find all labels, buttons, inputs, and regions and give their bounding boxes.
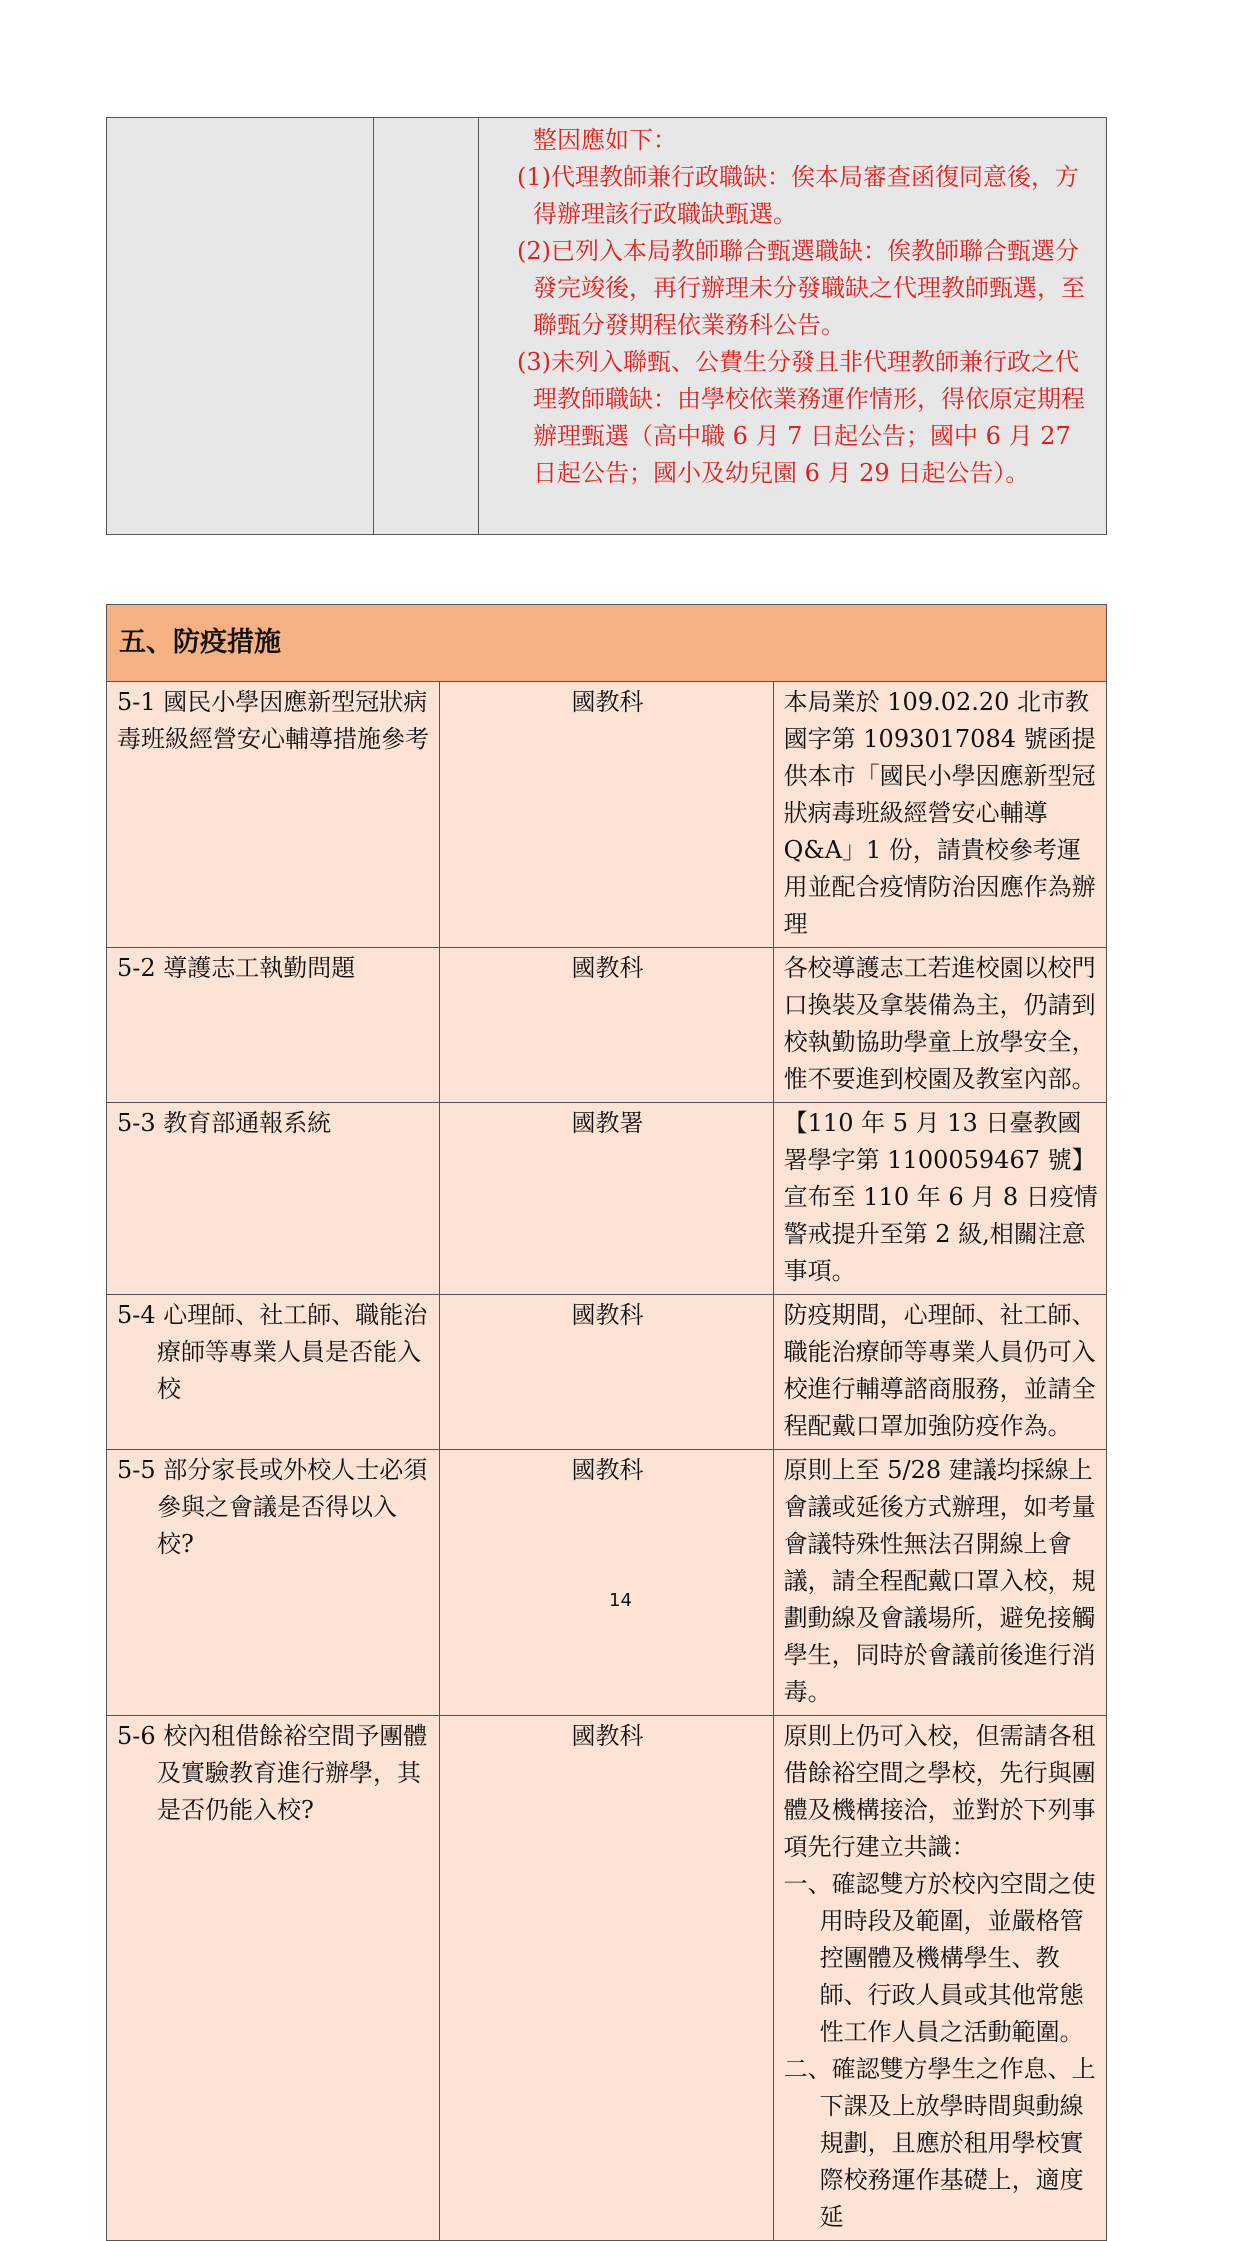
content-cell: 防疫期間，心理師、社工師、職能治療師等專業人員仍可入校進行輔導諮商服務，並請全程配戴口罩加強防疫作為。 (773, 1295, 1106, 1450)
topic-text: 5-3 教育部通報系統 (117, 1109, 332, 1137)
topic-cell (107, 1295, 440, 1450)
content-cell: 本局業於 109.02.20 北市教國字第 1093017084 號函提供本市「國民小學因應新型冠狀病毒班級經營安心輔導 Q&A」1 份，請貴校參考運用並配合疫情防治因應作為辦理 (773, 682, 1106, 948)
topic-cell (107, 948, 440, 1103)
unit-cell: 國教署 (440, 1103, 773, 1295)
table-row (107, 682, 1107, 948)
topic-cell-empty (107, 118, 374, 535)
unit-cell: 國教科 (440, 1450, 773, 1716)
section-title: 五、防疫措施 (107, 605, 1107, 682)
section-table (106, 604, 1107, 2241)
continuation-table (106, 117, 1107, 535)
continuation-lead: 整因應如下： (533, 126, 677, 154)
table-row (107, 1716, 1107, 2241)
unit-cell: 國教科 (440, 948, 773, 1103)
continuation-item: (1)代理教師兼行政職缺：俟本局審查函復同意後，方得辦理該行政職缺甄選。 (517, 163, 1079, 228)
unit-cell: 國教科 (440, 682, 773, 948)
section-header-row (107, 605, 1107, 682)
page-number: 14 (609, 1590, 632, 1611)
table-row (107, 1450, 1107, 1716)
content-subitem: 一、確認雙方於校內空間之使用時段及範圍，並嚴格管控團體及機構學生、教師、行政人員或其他常態性工作人員之活動範圍。 (783, 1870, 1096, 2046)
topic-text: 5-4 心理師、社工師、職能治療師等專業人員是否能入校 (117, 1301, 428, 1403)
continuation-item: (2)已列入本局教師聯合甄選職缺：俟教師聯合甄選分發完竣後，再行辦理未分發職缺之代理教師甄選，至聯甄分發期程依業務科公告。 (517, 237, 1085, 339)
topic-cell (107, 1716, 440, 2241)
continuation-item: (3)未列入聯甄、公費生分發且非代理教師兼行政之代理教師職缺：由學校依業務運作情形，得依原定期程辦理甄選（高中職 6 月 7 日起公告；國中 6 月 27 日起公告；國小及幼兒園 6 月 29 日起公告）。 (517, 348, 1085, 487)
content-cell: 【110 年 5 月 13 日臺教國署學字第 1100059467 號】宣布至 110 年 6 月 8 日疫情警戒提升至第 2 級,相關注意事項。 (773, 1103, 1106, 1295)
content-cell (773, 1716, 1106, 2241)
topic-text: 5-2 導護志工執勤問題 (117, 954, 356, 982)
topic-text: 5-1 國民小學因應新型冠狀病毒班級經營安心輔導措施參考 (117, 688, 429, 753)
content-subitem: 二、確認雙方學生之作息、上下課及上放學時間與動線規劃，且應於租用學校實際校務運作基礎上，適度延 (783, 2055, 1096, 2231)
topic-cell (107, 1103, 440, 1295)
table-row (107, 1295, 1107, 1450)
content-cell: 原則上至 5/28 建議均採線上會議或延後方式辦理，如考量會議特殊性無法召開線上會議，請全程配戴口罩入校，規劃動線及會議場所，避免接觸學生，同時於會議前後進行消毒。 (773, 1450, 1106, 1716)
table-row (107, 1103, 1107, 1295)
continuation-content (479, 118, 1107, 535)
topic-cell (107, 682, 440, 948)
continuation-row (107, 118, 1107, 535)
unit-cell-empty (374, 118, 479, 535)
content-cell: 各校導護志工若進校園以校門口換裝及拿裝備為主，仍請到校執勤協助學童上放學安全，惟不要進到校園及教室內部。 (773, 948, 1106, 1103)
content-intro: 原則上仍可入校，但需請各租借餘裕空間之學校，先行與團體及機構接洽，並對於下列事項先行建立共識： (783, 1722, 1096, 1861)
unit-cell: 國教科 (440, 1295, 773, 1450)
unit-cell: 國教科 (440, 1716, 773, 2241)
topic-text: 5-6 校內租借餘裕空間予團體及實驗教育進行辦學，其是否仍能入校? (117, 1722, 428, 1824)
topic-text: 5-5 部分家長或外校人士必須參與之會議是否得以入校? (117, 1456, 428, 1558)
topic-cell (107, 1450, 440, 1716)
table-row (107, 948, 1107, 1103)
